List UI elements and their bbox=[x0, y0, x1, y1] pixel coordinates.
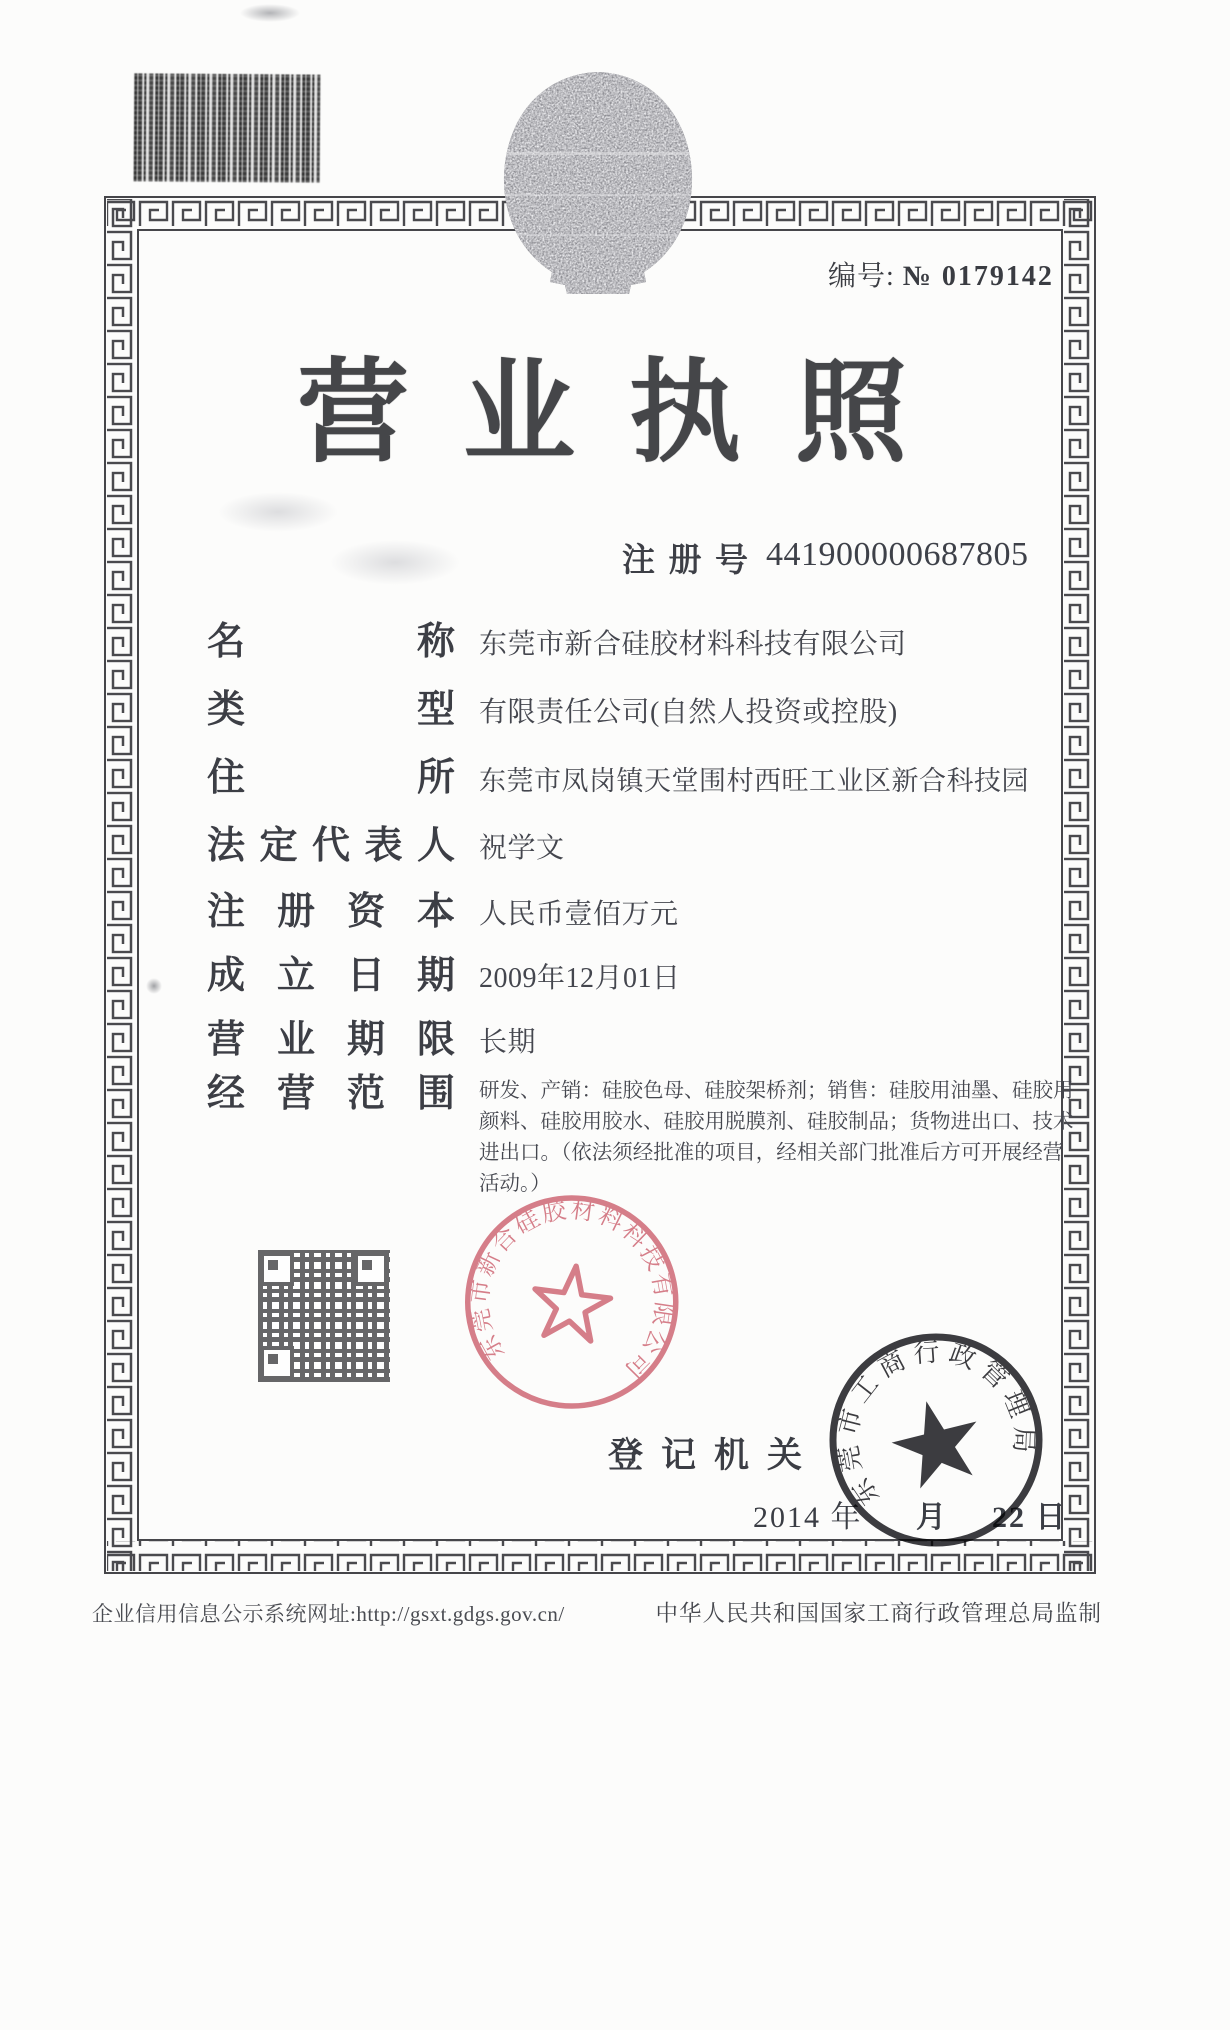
field-value: 祝学文 bbox=[479, 833, 565, 864]
serial-label: 编号: bbox=[828, 261, 895, 292]
serial-value: № 0179142 bbox=[902, 261, 1054, 292]
field-label: 类型 bbox=[207, 689, 455, 731]
footer-issuer: 中华人民共和国国家工商行政管理总局监制 bbox=[655, 1601, 1102, 1626]
field-value: 长期 bbox=[479, 1027, 537, 1058]
red-company-stamp bbox=[438, 1166, 705, 1433]
registrar-label: 登记机关 bbox=[608, 1436, 802, 1475]
national-emblem-icon bbox=[492, 66, 704, 302]
field-value: 人民币壹佰万元 bbox=[479, 899, 679, 930]
qr-finder bbox=[354, 1252, 388, 1286]
field-row-type bbox=[207, 688, 1077, 732]
serial-number bbox=[828, 254, 1058, 294]
scan-smudge bbox=[218, 492, 338, 532]
field-label: 经营范围 bbox=[207, 1073, 455, 1115]
red-stamp-text: 东莞市新合硅胶材料科技有限公司 bbox=[464, 1195, 679, 1386]
qr-code-icon bbox=[258, 1250, 390, 1382]
scan-smudge bbox=[240, 4, 300, 22]
qr-finder bbox=[260, 1252, 294, 1286]
field-value: 研发、产销：硅胶色母、硅胶架桥剂；销售：硅胶用油墨、硅胶用颜料、硅胶用胶水、硅胶用脱膜剂、硅胶制品；货物进出口、技术进出口。（依法须经批准的项目，经相关部门批准后方可开展经营活动。） bbox=[479, 1080, 1074, 1195]
license-title: 营业执照 bbox=[297, 348, 961, 478]
field-value: 有限责任公司(自然人投资或控股) bbox=[479, 697, 898, 728]
field-row-business-scope bbox=[207, 1072, 1077, 1200]
scan-smudge bbox=[330, 540, 460, 585]
footer-public-system-url: 企业信用信息公示系统网址:http://gsxt.gdgs.gov.cn/ bbox=[92, 1602, 565, 1626]
field-row-establish-date bbox=[207, 954, 1077, 998]
field-row-legal-representative bbox=[207, 824, 1077, 868]
field-row-registered-capital bbox=[207, 890, 1077, 934]
field-label: 注册资本 bbox=[207, 891, 455, 933]
field-row-name bbox=[207, 620, 1077, 664]
field-row-business-term bbox=[207, 1018, 1077, 1062]
field-label: 住所 bbox=[207, 757, 455, 799]
field-value: 东莞市新合硅胶材料科技有限公司 bbox=[479, 629, 907, 660]
black-stamp-text: 东莞市工商行政管理局 bbox=[832, 1337, 1039, 1511]
svg-text:东莞市新合硅胶材料科技有限公司 bbox=[457, 1184, 690, 1390]
field-value: 东莞市凤岗镇天堂围村西旺工业区新合科技园 bbox=[479, 765, 1029, 796]
barcode-icon bbox=[134, 73, 321, 182]
field-label: 成立日期 bbox=[207, 955, 455, 997]
registration-number-label: 注册号 bbox=[622, 543, 748, 579]
field-label: 名称 bbox=[207, 621, 455, 663]
registration-number-value: 441900000687805 bbox=[766, 536, 1029, 573]
field-value: 2009年12月01日 bbox=[479, 963, 681, 994]
qr-finder bbox=[260, 1346, 294, 1380]
date-year: 2014 年 bbox=[753, 1501, 863, 1534]
date-month: 月 bbox=[916, 1501, 948, 1534]
date-day: 22 日 bbox=[992, 1501, 1068, 1534]
scan-smudge bbox=[146, 978, 162, 994]
field-label: 法定代表人 bbox=[207, 825, 455, 867]
field-row-address bbox=[207, 756, 1077, 800]
field-label: 营业期限 bbox=[207, 1019, 455, 1061]
